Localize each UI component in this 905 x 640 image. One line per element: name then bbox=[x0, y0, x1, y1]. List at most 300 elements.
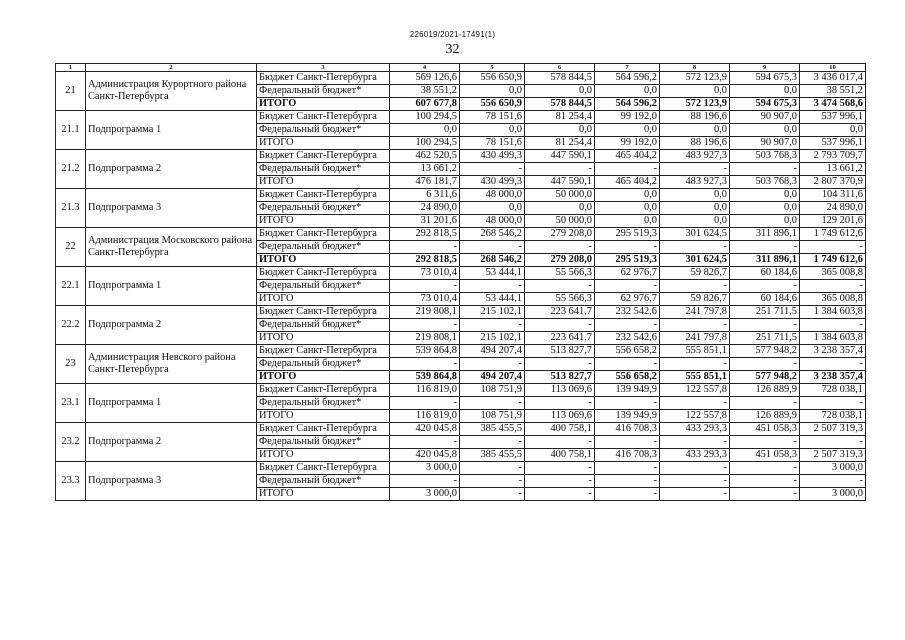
amount-cell: - bbox=[525, 358, 595, 371]
amount-cell: 55 566,3 bbox=[525, 293, 595, 306]
row-number: 23 bbox=[56, 345, 86, 384]
amount-cell: 430 499,3 bbox=[460, 150, 525, 163]
amount-cell: 90 907,0 bbox=[730, 137, 800, 150]
amount-cell: 129 201,6 bbox=[800, 215, 866, 228]
amount-cell: 100 294,5 bbox=[390, 137, 460, 150]
amount-cell: 564 596,2 bbox=[595, 98, 660, 111]
amount-cell: 3 474 568,6 bbox=[800, 98, 866, 111]
amount-cell: 3 436 017,4 bbox=[800, 72, 866, 85]
amount-cell: - bbox=[730, 488, 800, 501]
amount-cell: - bbox=[460, 163, 525, 176]
amount-cell: 108 751,9 bbox=[460, 410, 525, 423]
row-number: 22 bbox=[56, 228, 86, 267]
amount-cell: 537 996,1 bbox=[800, 137, 866, 150]
funding-source: ИТОГО bbox=[257, 254, 390, 267]
table-row bbox=[56, 111, 866, 124]
amount-cell: - bbox=[660, 475, 730, 488]
amount-cell: - bbox=[800, 358, 866, 371]
amount-cell: - bbox=[660, 462, 730, 475]
amount-cell: 215 102,1 bbox=[460, 332, 525, 345]
funding-source: ИТОГО bbox=[257, 137, 390, 150]
amount-cell: 572 123,9 bbox=[660, 72, 730, 85]
amount-cell: 113 069,6 bbox=[525, 410, 595, 423]
amount-cell: 292 818,5 bbox=[390, 254, 460, 267]
amount-cell: 60 184,6 bbox=[730, 267, 800, 280]
table-row bbox=[56, 72, 866, 85]
amount-cell: 447 590,1 bbox=[525, 150, 595, 163]
amount-cell: - bbox=[390, 358, 460, 371]
funding-source: Бюджет Санкт-Петербурга bbox=[257, 267, 390, 280]
amount-cell: 539 864,8 bbox=[390, 371, 460, 384]
amount-cell: 13 661,2 bbox=[800, 163, 866, 176]
table-row bbox=[56, 345, 866, 358]
column-number-3: 3 bbox=[257, 64, 390, 72]
funding-source: ИТОГО bbox=[257, 215, 390, 228]
amount-cell: 219 808,1 bbox=[390, 306, 460, 319]
page-number: 32 bbox=[445, 42, 460, 57]
amount-cell: - bbox=[390, 436, 460, 449]
table-row bbox=[56, 384, 866, 397]
amount-cell: 0,0 bbox=[525, 124, 595, 137]
amount-cell: - bbox=[660, 436, 730, 449]
amount-cell: 555 851,1 bbox=[660, 371, 730, 384]
amount-cell: 139 949,9 bbox=[595, 410, 660, 423]
amount-cell: 60 184,6 bbox=[730, 293, 800, 306]
amount-cell: 50 000,0 bbox=[525, 189, 595, 202]
amount-cell: 365 008,8 bbox=[800, 267, 866, 280]
amount-cell: - bbox=[460, 241, 525, 254]
amount-cell: 2 793 709,7 bbox=[800, 150, 866, 163]
amount-cell: 0,0 bbox=[460, 85, 525, 98]
amount-cell: - bbox=[460, 475, 525, 488]
amount-cell: 400 758,1 bbox=[525, 423, 595, 436]
amount-cell: 24 890,0 bbox=[390, 202, 460, 215]
amount-cell: 295 519,3 bbox=[595, 254, 660, 267]
row-number: 23.1 bbox=[56, 384, 86, 423]
amount-cell: - bbox=[525, 436, 595, 449]
amount-cell: 292 818,5 bbox=[390, 228, 460, 241]
amount-cell: 430 499,3 bbox=[460, 176, 525, 189]
amount-cell: - bbox=[460, 488, 525, 501]
amount-cell: 2 507 319,3 bbox=[800, 423, 866, 436]
funding-source: Федеральный бюджет* bbox=[257, 241, 390, 254]
amount-cell: - bbox=[800, 241, 866, 254]
amount-cell: 38 551,2 bbox=[800, 85, 866, 98]
amount-cell: 311 896,1 bbox=[730, 254, 800, 267]
amount-cell: 1 749 612,6 bbox=[800, 228, 866, 241]
amount-cell: - bbox=[390, 319, 460, 332]
amount-cell: - bbox=[525, 475, 595, 488]
table-row bbox=[56, 462, 866, 475]
amount-cell: - bbox=[525, 241, 595, 254]
amount-cell: 483 927,3 bbox=[660, 176, 730, 189]
amount-cell: 494 207,4 bbox=[460, 371, 525, 384]
funding-source: Федеральный бюджет* bbox=[257, 124, 390, 137]
column-number-header bbox=[56, 64, 866, 72]
amount-cell: - bbox=[800, 397, 866, 410]
amount-cell: 295 519,3 bbox=[595, 228, 660, 241]
amount-cell: 503 768,3 bbox=[730, 150, 800, 163]
amount-cell: 3 000,0 bbox=[800, 488, 866, 501]
row-number: 22.1 bbox=[56, 267, 86, 306]
amount-cell: 81 254,4 bbox=[525, 137, 595, 150]
amount-cell: - bbox=[390, 241, 460, 254]
amount-cell: 232 542,6 bbox=[595, 306, 660, 319]
amount-cell: 0,0 bbox=[595, 85, 660, 98]
amount-cell: 0,0 bbox=[800, 124, 866, 137]
amount-cell: 433 293,3 bbox=[660, 423, 730, 436]
funding-source: Федеральный бюджет* bbox=[257, 358, 390, 371]
amount-cell: 385 455,5 bbox=[460, 449, 525, 462]
amount-cell: 3 000,0 bbox=[390, 462, 460, 475]
funding-source: Бюджет Санкт-Петербурга bbox=[257, 384, 390, 397]
amount-cell: 569 126,6 bbox=[390, 72, 460, 85]
funding-source: Бюджет Санкт-Петербурга bbox=[257, 72, 390, 85]
column-number-10: 10 bbox=[800, 64, 866, 72]
amount-cell: 90 907,0 bbox=[730, 111, 800, 124]
amount-cell: 53 444,1 bbox=[460, 267, 525, 280]
amount-cell: 0,0 bbox=[730, 189, 800, 202]
amount-cell: - bbox=[660, 280, 730, 293]
amount-cell: 223 641,7 bbox=[525, 306, 595, 319]
amount-cell: 556 658,2 bbox=[595, 371, 660, 384]
amount-cell: - bbox=[660, 358, 730, 371]
amount-cell: 594 675,3 bbox=[730, 98, 800, 111]
amount-cell: 126 889,9 bbox=[730, 384, 800, 397]
amount-cell: - bbox=[730, 163, 800, 176]
program-name: Администрация Невского района Санкт-Петербурга bbox=[86, 345, 257, 384]
amount-cell: 100 294,5 bbox=[390, 111, 460, 124]
program-name: Подпрограмма 2 bbox=[86, 150, 257, 189]
amount-cell: - bbox=[460, 436, 525, 449]
amount-cell: 447 590,1 bbox=[525, 176, 595, 189]
funding-source: ИТОГО bbox=[257, 410, 390, 423]
amount-cell: 420 045,8 bbox=[390, 423, 460, 436]
amount-cell: 451 058,3 bbox=[730, 423, 800, 436]
program-name: Подпрограмма 2 bbox=[86, 423, 257, 462]
amount-cell: 48 000,0 bbox=[460, 189, 525, 202]
amount-cell: 6 311,6 bbox=[390, 189, 460, 202]
funding-source: Бюджет Санкт-Петербурга bbox=[257, 423, 390, 436]
amount-cell: - bbox=[460, 462, 525, 475]
amount-cell: 268 546,2 bbox=[460, 228, 525, 241]
amount-cell: - bbox=[730, 280, 800, 293]
amount-cell: 0,0 bbox=[730, 202, 800, 215]
amount-cell: 139 949,9 bbox=[595, 384, 660, 397]
amount-cell: 232 542,6 bbox=[595, 332, 660, 345]
amount-cell: 0,0 bbox=[595, 189, 660, 202]
amount-cell: 301 624,5 bbox=[660, 254, 730, 267]
amount-cell: - bbox=[595, 475, 660, 488]
amount-cell: 420 045,8 bbox=[390, 449, 460, 462]
program-name: Подпрограмма 2 bbox=[86, 306, 257, 345]
funding-source: ИТОГО bbox=[257, 332, 390, 345]
funding-source: Федеральный бюджет* bbox=[257, 475, 390, 488]
amount-cell: 0,0 bbox=[390, 124, 460, 137]
amount-cell: 3 238 357,4 bbox=[800, 345, 866, 358]
column-number-2: 2 bbox=[86, 64, 257, 72]
amount-cell: 62 976,7 bbox=[595, 293, 660, 306]
amount-cell: 539 864,8 bbox=[390, 345, 460, 358]
amount-cell: 279 208,0 bbox=[525, 228, 595, 241]
amount-cell: - bbox=[595, 397, 660, 410]
amount-cell: - bbox=[595, 280, 660, 293]
amount-cell: 0,0 bbox=[660, 189, 730, 202]
funding-source: Бюджет Санкт-Петербурга bbox=[257, 111, 390, 124]
amount-cell: - bbox=[595, 436, 660, 449]
funding-source: Федеральный бюджет* bbox=[257, 319, 390, 332]
amount-cell: 2 507 319,3 bbox=[800, 449, 866, 462]
amount-cell: 108 751,9 bbox=[460, 384, 525, 397]
amount-cell: - bbox=[390, 397, 460, 410]
amount-cell: 78 151,6 bbox=[460, 137, 525, 150]
amount-cell: 268 546,2 bbox=[460, 254, 525, 267]
amount-cell: 113 069,6 bbox=[525, 384, 595, 397]
amount-cell: - bbox=[595, 163, 660, 176]
row-number: 22.2 bbox=[56, 306, 86, 345]
amount-cell: - bbox=[660, 319, 730, 332]
amount-cell: - bbox=[660, 241, 730, 254]
amount-cell: 59 826,7 bbox=[660, 267, 730, 280]
amount-cell: 1 384 603,8 bbox=[800, 332, 866, 345]
column-number-4: 4 bbox=[390, 64, 460, 72]
funding-source: ИТОГО bbox=[257, 98, 390, 111]
amount-cell: 104 311,6 bbox=[800, 189, 866, 202]
amount-cell: 116 819,0 bbox=[390, 384, 460, 397]
amount-cell: 279 208,0 bbox=[525, 254, 595, 267]
amount-cell: 116 819,0 bbox=[390, 410, 460, 423]
program-name: Администрация Курортного района Санкт-Петербурга bbox=[86, 72, 257, 111]
row-number: 23.2 bbox=[56, 423, 86, 462]
amount-cell: 241 797,8 bbox=[660, 306, 730, 319]
amount-cell: 48 000,0 bbox=[460, 215, 525, 228]
amount-cell: 3 000,0 bbox=[800, 462, 866, 475]
amount-cell: 219 808,1 bbox=[390, 332, 460, 345]
amount-cell: - bbox=[730, 462, 800, 475]
amount-cell: 728 038,1 bbox=[800, 384, 866, 397]
amount-cell: 476 181,7 bbox=[390, 176, 460, 189]
amount-cell: 2 807 370,9 bbox=[800, 176, 866, 189]
row-number: 21.1 bbox=[56, 111, 86, 150]
amount-cell: - bbox=[730, 475, 800, 488]
amount-cell: - bbox=[595, 319, 660, 332]
amount-cell: 0,0 bbox=[525, 85, 595, 98]
amount-cell: 577 948,2 bbox=[730, 371, 800, 384]
amount-cell: 0,0 bbox=[595, 124, 660, 137]
amount-cell: 0,0 bbox=[730, 85, 800, 98]
amount-cell: 564 596,2 bbox=[595, 72, 660, 85]
funding-source: Бюджет Санкт-Петербурга bbox=[257, 189, 390, 202]
funding-source: ИТОГО bbox=[257, 449, 390, 462]
amount-cell: 0,0 bbox=[730, 124, 800, 137]
column-number-6: 6 bbox=[525, 64, 595, 72]
amount-cell: 81 254,4 bbox=[525, 111, 595, 124]
funding-source: Бюджет Санкт-Петербурга bbox=[257, 150, 390, 163]
table-row bbox=[56, 228, 866, 241]
row-number: 23.3 bbox=[56, 462, 86, 501]
amount-cell: - bbox=[730, 397, 800, 410]
funding-source: Бюджет Санкт-Петербурга bbox=[257, 462, 390, 475]
amount-cell: 251 711,5 bbox=[730, 332, 800, 345]
program-name: Подпрограмма 3 bbox=[86, 189, 257, 228]
amount-cell: - bbox=[390, 280, 460, 293]
amount-cell: 99 192,0 bbox=[595, 111, 660, 124]
amount-cell: 465 404,2 bbox=[595, 150, 660, 163]
amount-cell: 494 207,4 bbox=[460, 345, 525, 358]
amount-cell: 416 708,3 bbox=[595, 449, 660, 462]
amount-cell: 728 038,1 bbox=[800, 410, 866, 423]
budget-table bbox=[55, 63, 866, 501]
amount-cell: 365 008,8 bbox=[800, 293, 866, 306]
amount-cell: 483 927,3 bbox=[660, 150, 730, 163]
program-name: Подпрограмма 3 bbox=[86, 462, 257, 501]
amount-cell: 88 196,6 bbox=[660, 137, 730, 150]
amount-cell: 0,0 bbox=[595, 202, 660, 215]
amount-cell: 556 650,9 bbox=[460, 98, 525, 111]
funding-source: Федеральный бюджет* bbox=[257, 397, 390, 410]
column-number-7: 7 bbox=[595, 64, 660, 72]
amount-cell: 3 000,0 bbox=[390, 488, 460, 501]
funding-source: Федеральный бюджет* bbox=[257, 202, 390, 215]
amount-cell: 3 238 357,4 bbox=[800, 371, 866, 384]
amount-cell: - bbox=[595, 358, 660, 371]
amount-cell: 503 768,3 bbox=[730, 176, 800, 189]
table-row bbox=[56, 189, 866, 202]
amount-cell: 513 827,7 bbox=[525, 371, 595, 384]
amount-cell: - bbox=[390, 475, 460, 488]
amount-cell: 251 711,5 bbox=[730, 306, 800, 319]
funding-source: Бюджет Санкт-Петербурга bbox=[257, 228, 390, 241]
funding-source: Федеральный бюджет* bbox=[257, 163, 390, 176]
funding-source: ИТОГО bbox=[257, 176, 390, 189]
table-row bbox=[56, 267, 866, 280]
funding-source: ИТОГО bbox=[257, 371, 390, 384]
table-row bbox=[56, 306, 866, 319]
amount-cell: 13 661,2 bbox=[390, 163, 460, 176]
amount-cell: 24 890,0 bbox=[800, 202, 866, 215]
amount-cell: 223 641,7 bbox=[525, 332, 595, 345]
amount-cell: - bbox=[525, 462, 595, 475]
amount-cell: 578 844,5 bbox=[525, 98, 595, 111]
row-number: 21.2 bbox=[56, 150, 86, 189]
row-number: 21.3 bbox=[56, 189, 86, 228]
amount-cell: 556 650,9 bbox=[460, 72, 525, 85]
amount-cell: 31 201,6 bbox=[390, 215, 460, 228]
amount-cell: - bbox=[525, 163, 595, 176]
amount-cell: 62 976,7 bbox=[595, 267, 660, 280]
amount-cell: 0,0 bbox=[660, 85, 730, 98]
amount-cell: - bbox=[800, 436, 866, 449]
amount-cell: 241 797,8 bbox=[660, 332, 730, 345]
amount-cell: - bbox=[595, 488, 660, 501]
amount-cell: 215 102,1 bbox=[460, 306, 525, 319]
program-name: Подпрограмма 1 bbox=[86, 111, 257, 150]
funding-source: Бюджет Санкт-Петербурга bbox=[257, 345, 390, 358]
amount-cell: - bbox=[730, 436, 800, 449]
amount-cell: - bbox=[525, 280, 595, 293]
amount-cell: 50 000,0 bbox=[525, 215, 595, 228]
amount-cell: - bbox=[525, 488, 595, 501]
amount-cell: 594 675,3 bbox=[730, 72, 800, 85]
amount-cell: 1 749 612,6 bbox=[800, 254, 866, 267]
amount-cell: - bbox=[730, 241, 800, 254]
funding-source: Федеральный бюджет* bbox=[257, 85, 390, 98]
amount-cell: 0,0 bbox=[595, 215, 660, 228]
amount-cell: - bbox=[800, 319, 866, 332]
amount-cell: 0,0 bbox=[460, 124, 525, 137]
amount-cell: 0,0 bbox=[730, 215, 800, 228]
column-number-1: 1 bbox=[56, 64, 86, 72]
amount-cell: 513 827,7 bbox=[525, 345, 595, 358]
amount-cell: 607 677,8 bbox=[390, 98, 460, 111]
funding-source: Федеральный бюджет* bbox=[257, 280, 390, 293]
amount-cell: 400 758,1 bbox=[525, 449, 595, 462]
funding-source: ИТОГО bbox=[257, 488, 390, 501]
funding-source: ИТОГО bbox=[257, 293, 390, 306]
amount-cell: - bbox=[460, 358, 525, 371]
amount-cell: 0,0 bbox=[460, 202, 525, 215]
amount-cell: - bbox=[660, 163, 730, 176]
amount-cell: - bbox=[595, 462, 660, 475]
amount-cell: 126 889,9 bbox=[730, 410, 800, 423]
amount-cell: - bbox=[730, 319, 800, 332]
funding-source: Бюджет Санкт-Петербурга bbox=[257, 306, 390, 319]
amount-cell: 78 151,6 bbox=[460, 111, 525, 124]
amount-cell: 1 384 603,8 bbox=[800, 306, 866, 319]
budget-table-body bbox=[56, 64, 866, 501]
amount-cell: 577 948,2 bbox=[730, 345, 800, 358]
program-name: Подпрограмма 1 bbox=[86, 384, 257, 423]
program-name: Администрация Московского района Санкт-Петербурга bbox=[86, 228, 257, 267]
amount-cell: 73 010,4 bbox=[390, 293, 460, 306]
amount-cell: - bbox=[525, 397, 595, 410]
row-number: 21 bbox=[56, 72, 86, 111]
amount-cell: 53 444,1 bbox=[460, 293, 525, 306]
amount-cell: 73 010,4 bbox=[390, 267, 460, 280]
registration-stamp: 226019/2021-17491(1) bbox=[409, 30, 496, 39]
program-name: Подпрограмма 1 bbox=[86, 267, 257, 306]
amount-cell: 433 293,3 bbox=[660, 449, 730, 462]
amount-cell: - bbox=[460, 280, 525, 293]
amount-cell: - bbox=[800, 475, 866, 488]
amount-cell: - bbox=[460, 319, 525, 332]
amount-cell: 0,0 bbox=[660, 215, 730, 228]
amount-cell: - bbox=[800, 280, 866, 293]
amount-cell: 122 557,8 bbox=[660, 410, 730, 423]
column-number-8: 8 bbox=[660, 64, 730, 72]
amount-cell: 465 404,2 bbox=[595, 176, 660, 189]
amount-cell: 38 551,2 bbox=[390, 85, 460, 98]
amount-cell: 572 123,9 bbox=[660, 98, 730, 111]
amount-cell: 311 896,1 bbox=[730, 228, 800, 241]
table-row bbox=[56, 423, 866, 436]
amount-cell: 301 624,5 bbox=[660, 228, 730, 241]
amount-cell: 462 520,5 bbox=[390, 150, 460, 163]
table-row bbox=[56, 150, 866, 163]
amount-cell: - bbox=[595, 241, 660, 254]
amount-cell: 578 844,5 bbox=[525, 72, 595, 85]
amount-cell: 0,0 bbox=[525, 202, 595, 215]
amount-cell: 88 196,6 bbox=[660, 111, 730, 124]
funding-source: Федеральный бюджет* bbox=[257, 436, 390, 449]
amount-cell: 555 851,1 bbox=[660, 345, 730, 358]
amount-cell: 0,0 bbox=[660, 124, 730, 137]
amount-cell: 0,0 bbox=[660, 202, 730, 215]
amount-cell: 556 658,2 bbox=[595, 345, 660, 358]
column-number-9: 9 bbox=[730, 64, 800, 72]
amount-cell: 451 058,3 bbox=[730, 449, 800, 462]
amount-cell: 385 455,5 bbox=[460, 423, 525, 436]
